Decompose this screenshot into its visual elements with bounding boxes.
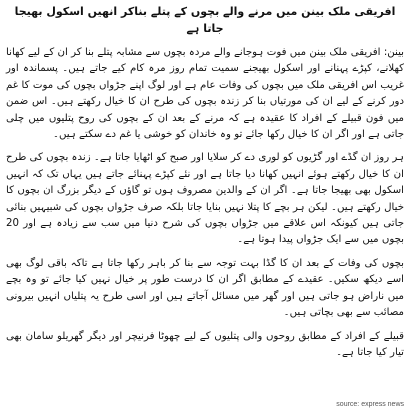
article-paragraph: بچوں کی وفات کے بعد ان کا گڈا بہت توجہ سے بنا کر باہر رکھا جاتا ہے تاکہ باقی لوگ بھی اسے دیکھ سکیں۔ عقیدے کے مطابق اگر ان کا درست طور پر خیال نہیں کیا جائے تو وہ بچے میں ناراض ہو جاتی ہیں اور گھر میں مسائل آجاتے ہیں اور اسی طرح یہ پتلیاں انہیں بیرونی مصائب سے بھی بچاتی ہیں۔ bbox=[6, 257, 404, 319]
source-credit: source: express news bbox=[336, 401, 404, 408]
article-paragraph: قبیلے کے افراد کے مطابق روحوں والی پتلیوں کے لیے چھوٹا فرنیچر اور دیگر گھریلو سامان بھی تیار کیا جاتا ہے۔ bbox=[6, 330, 404, 358]
article-paragraph: بینن: افریقی ملک بینن میں فوت ہوجانے والے مردہ بچوں سے مشابہ پتلے بنا کر ان کے لیے کھانا کھلانے، کپڑے پہنانے اور اسکول بھیجنے سمیت تمام روز مرہ کام کیے جاتے ہیں۔ پسماندہ اور غریب اس افریقی ملک میں بچوں کی وفات عام ہے اور لوگ اپنے جڑواں بچوں کی موت کا غم دور کرنے کے لیے ان کی مورتیاں بنا کر زندہ بچوں کی طرح ان کا خیال رکھتے ہیں۔ اس ضمن میں فون قبیلے کے افراد کا عقیدہ ہے کہ مرنے کے بعد ان کے بچوں کی روح پتلیوں میں چلی جاتی ہے اور اگر ان کا خیال رکھا جائے تو وہ خاندان کو خوشی یا غم دے سکتے ہیں۔ bbox=[6, 47, 404, 141]
article-paragraph: ہر روز ان گڈے اور گڑیوں کو لوری دے کر سلایا اور صبح کو اٹھایا جاتا ہے۔ زندہ بچوں کی طرح ان کا خیال رکھتے ہوئے انہیں کھانا دیا جاتا ہے اور نئے کپڑے پہنائے جاتے ہیں یہاں تک کہ انہیں اسکول بھی بھیجا جاتا ہے۔ اگر ان کے والدین مصروف ہوں تو گاؤں کے دیگر بزرگ ان بچوں کا خیال رکھتے ہیں۔ لیکن ہر بچے کا پتلا نہیں بنایا جاتا بلکہ صرف جڑواں بچوں کی شبیہیں بنائی جاتی ہیں کیونکہ اس علاقے میں جڑواں بچوں کی شرح دنیا میں سب سے زیادہ ہے اور 20 بچوں میں سے ایک جڑواں پیدا ہوتا ہے۔ bbox=[6, 152, 404, 246]
article-headline: افریقی ملک بینن میں مرنے والے بچوں کے پتلے بناکر انھیں اسکول بھیجا جاتا ہے bbox=[14, 5, 396, 35]
